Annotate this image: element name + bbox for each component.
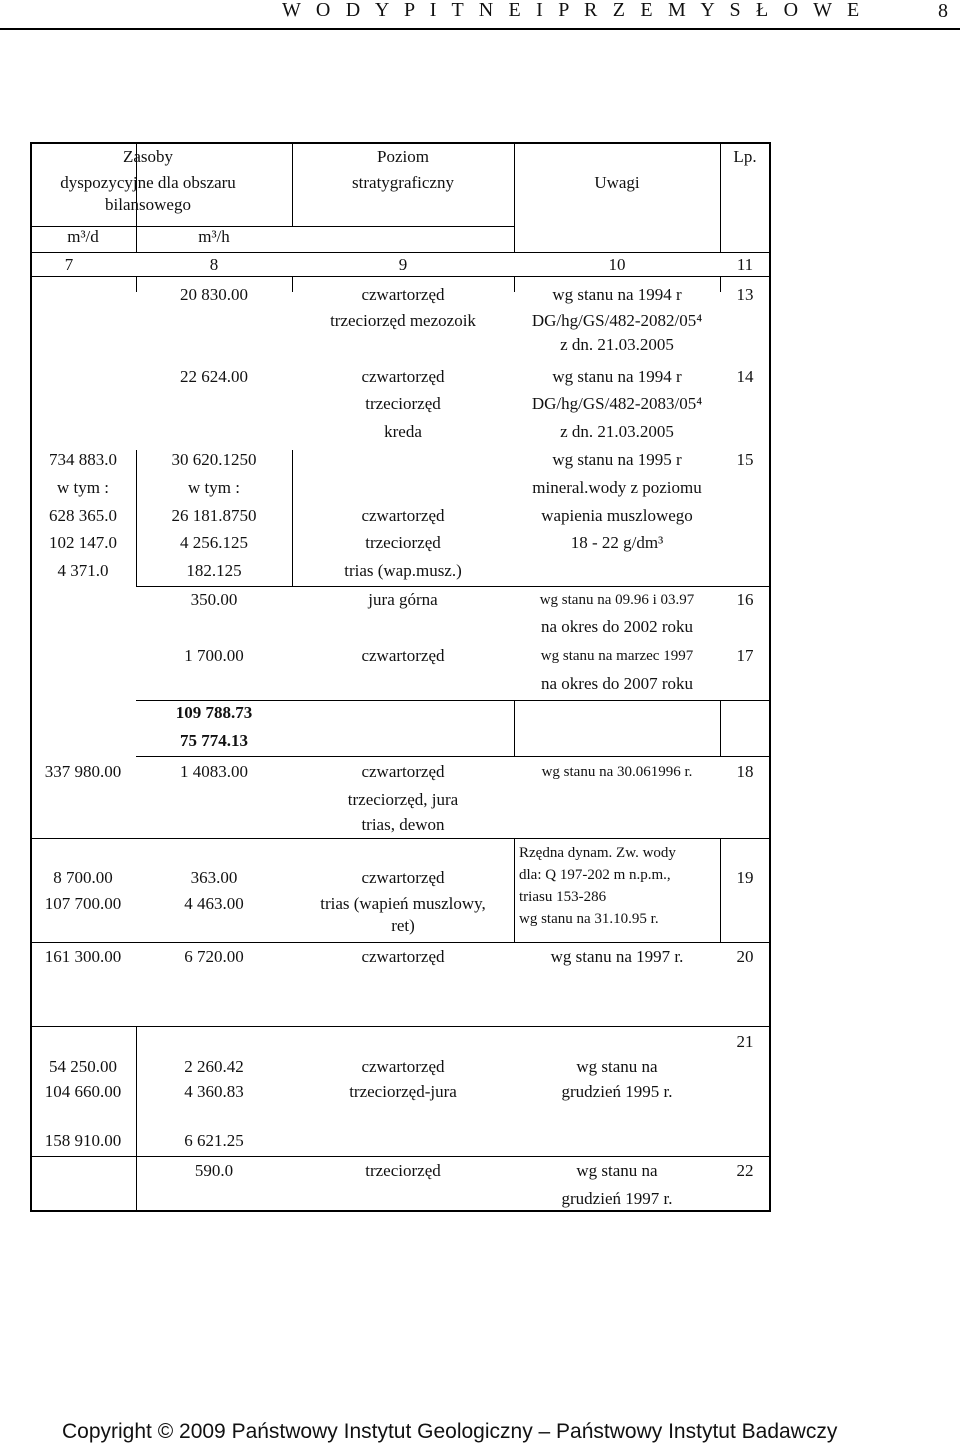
col-number-11: 11 — [736, 255, 754, 274]
cell-hour: 6 720.00 — [184, 947, 244, 966]
header-zasoby-line3: bilansowego — [105, 195, 191, 214]
cell-poziom: trzeciorzęd, jura — [347, 790, 459, 809]
cell-lp: 16 — [736, 590, 754, 609]
cell-lp: 14 — [736, 367, 754, 386]
cell-day: 4 371.0 — [57, 561, 109, 580]
page-header — [0, 0, 960, 30]
header-title: W O D Y P I T N E I P R Z E M Y S Ł O W E — [282, 0, 865, 21]
unit-m3-per-hour: m³/h — [198, 227, 230, 246]
cell-poziom: trzeciorzęd-jura — [349, 1082, 457, 1101]
cell-poziom: czwartorzęd — [361, 947, 445, 966]
cell-hour: 2 260.42 — [184, 1057, 244, 1076]
cell-uwagi: wg stanu na 09.96 i 03.97 — [539, 592, 695, 608]
col-number-8: 8 — [209, 255, 219, 274]
col-number-7: 7 — [64, 255, 74, 274]
cell-lp: 19 — [736, 868, 754, 887]
cell-uwagi: triasu 153-286 — [519, 889, 607, 905]
cell-uwagi: wg stanu na 31.10.95 r. — [519, 911, 659, 927]
header-poziom-line2: stratygraficzny — [352, 173, 454, 192]
cell-hour: 6 621.25 — [184, 1131, 244, 1150]
subtotal-value: 109 788.73 — [175, 703, 253, 722]
cell-hour: 4 256.125 — [180, 533, 248, 552]
cell-hour: 363.00 — [190, 868, 238, 887]
cell-day: 161 300.00 — [44, 947, 122, 966]
cell-hour: 1 4083.00 — [180, 762, 248, 781]
cell-poziom: kreda — [384, 422, 422, 441]
cell-hour: 4 360.83 — [184, 1082, 244, 1101]
cell-poziom: czwartorzęd — [361, 367, 445, 386]
page-number: 8 — [938, 0, 948, 22]
cell-uwagi: grudzień 1997 r. — [561, 1189, 673, 1208]
cell-uwagi: wg stanu na 1997 r. — [550, 947, 684, 966]
cell-hour: 182.125 — [186, 561, 242, 580]
cell-hour: 26 181.8750 — [171, 506, 257, 525]
header-lp: Lp. — [733, 147, 757, 166]
cell-day: 337 980.00 — [44, 762, 122, 781]
cell-poziom: czwartorzęd — [361, 285, 445, 304]
cell-uwagi: wg stanu na — [576, 1057, 658, 1076]
cell-lp: 20 — [736, 947, 754, 966]
cell-poziom: czwartorzęd — [361, 868, 445, 887]
cell-uwagi: wg stanu na — [576, 1161, 658, 1180]
cell-day: 158 910.00 — [44, 1131, 122, 1150]
cell-uwagi: na okres do 2002 roku — [540, 617, 694, 636]
cell-uwagi: grudzień 1995 r. — [561, 1082, 673, 1101]
cell-lp: 13 — [736, 285, 754, 304]
cell-lp: 22 — [736, 1161, 754, 1180]
cell-hour: 590.0 — [194, 1161, 234, 1180]
cell-day: 8 700.00 — [53, 868, 113, 887]
cell-hour: w tym : — [188, 478, 240, 497]
cell-day: w tym : — [57, 478, 109, 497]
cell-hour: 1 700.00 — [184, 646, 244, 665]
cell-poziom: trzeciorzęd — [365, 394, 441, 413]
cell-lp: 17 — [736, 646, 754, 665]
cell-uwagi: Rzędna dynam. Zw. wody — [519, 845, 676, 861]
unit-m3-per-day: m³/d — [67, 227, 99, 246]
cell-uwagi: dla: Q 197-202 m n.p.m., — [519, 867, 671, 883]
cell-day: 628 365.0 — [49, 506, 117, 525]
cell-poziom: czwartorzęd — [361, 646, 445, 665]
cell-uwagi: z dn. 21.03.2005 — [560, 335, 674, 354]
cell-poziom: trias, dewon — [361, 815, 445, 834]
cell-poziom: trias (wap.musz.) — [344, 561, 462, 580]
cell-poziom: trzeciorzęd — [365, 533, 441, 552]
header-zasoby-line2: dyspozycyjne dla obszaru — [60, 173, 236, 192]
cell-hour: 22 624.00 — [180, 367, 248, 386]
cell-hour: 30 620.1250 — [171, 450, 257, 469]
cell-poziom: czwartorzęd — [361, 1057, 445, 1076]
cell-poziom: trias (wapień muszlowy, — [320, 894, 486, 913]
cell-day: 102 147.0 — [49, 533, 117, 552]
cell-uwagi: wg stanu na 1994 r — [552, 285, 682, 304]
cell-hour: 20 830.00 — [180, 285, 248, 304]
cell-lp: 21 — [736, 1032, 754, 1051]
cell-day: 107 700.00 — [44, 894, 122, 913]
header-poziom: Poziom — [377, 147, 429, 166]
cell-uwagi: wg stanu na 30.061996 r. — [541, 764, 693, 780]
cell-poziom: czwartorzęd — [361, 506, 445, 525]
cell-hour: 350.00 — [190, 590, 238, 609]
cell-day: 54 250.00 — [49, 1057, 117, 1076]
cell-uwagi: na okres do 2007 roku — [540, 674, 694, 693]
cell-poziom: ret) — [391, 916, 415, 935]
cell-lp: 18 — [736, 762, 754, 781]
cell-uwagi: wapienia muszlowego — [541, 506, 693, 525]
cell-poziom: czwartorzęd — [361, 762, 445, 781]
subtotal-value: 75 774.13 — [180, 731, 248, 750]
cell-hour: 4 463.00 — [184, 894, 244, 913]
col-number-9: 9 — [398, 255, 408, 274]
col-number-10: 10 — [608, 255, 626, 274]
cell-uwagi: z dn. 21.03.2005 — [560, 422, 674, 441]
cell-uwagi: DG/hg/GS/482-2082/05⁴ — [531, 311, 703, 330]
cell-uwagi: DG/hg/GS/482-2083/05⁴ — [531, 394, 703, 413]
copyright-footer: Copyright © 2009 Państwowy Instytut Geologiczny – Państwowy Instytut Badawczy — [62, 1420, 838, 1443]
cell-uwagi: wg stanu na 1994 r — [552, 367, 682, 386]
cell-day: 734 883.0 — [49, 450, 117, 469]
header-uwagi: Uwagi — [594, 173, 640, 192]
cell-uwagi: wg stanu na marzec 1997 — [540, 648, 694, 664]
cell-poziom: trzeciorzęd — [365, 1161, 441, 1180]
cell-poziom: trzeciorzęd mezozoik — [330, 311, 476, 330]
cell-lp: 15 — [736, 450, 754, 469]
header-zasoby: Zasoby — [122, 147, 174, 166]
cell-day: 104 660.00 — [44, 1082, 122, 1101]
cell-uwagi: 18 - 22 g/dm³ — [570, 533, 664, 552]
cell-uwagi: wg stanu na 1995 r — [552, 450, 682, 469]
cell-poziom: jura górna — [368, 590, 438, 609]
cell-uwagi: mineral.wody z poziomu — [532, 478, 702, 497]
